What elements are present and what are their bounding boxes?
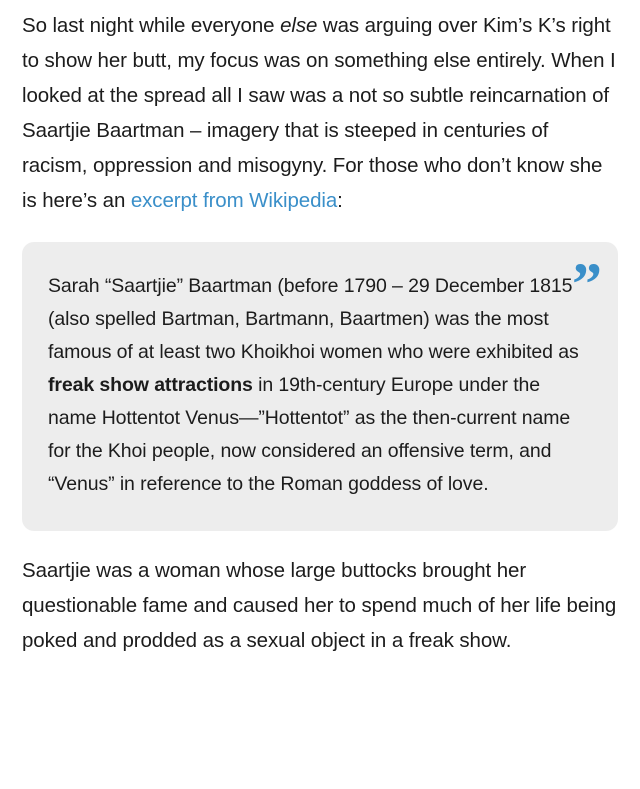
quote-bold-phrase: freak show attractions	[48, 374, 253, 396]
quotation-mark-icon: ”	[572, 251, 600, 317]
quote-text-part2: in 19th-century Europe under the name Hottentot Venus—”Hottentot” as the then-current name for the Khoi people, now considered an offensive term, and “Venus” in reference to the Roman goddess of love.	[48, 374, 571, 495]
intro-text-part3: :	[337, 189, 343, 212]
intro-text-part2: was arguing over Kim’s K’s right to show her butt, my focus was on something else entirely. When I looked at the spread all I saw was a not so subtle reincarnation of Saartjie Baartman – imagery that is steeped in centuries of racism, oppression and misogyny. For those who don’t know she is here’s an	[22, 14, 616, 212]
quote-text-part1: Sarah “Saartjie” Baartman (before 1790 – 29 December 1815 (also spelled Bartman, Bartmann, Baartmen) was the most famous of at least two Khoikhoi women who were exhibited as	[48, 275, 579, 363]
wikipedia-quote-block	[22, 242, 618, 531]
outro-paragraph: Saartjie was a woman whose large buttocks brought her questionable fame and caused her to spend much of her life being poked and prodded as a sexual object in a freak show.	[22, 559, 617, 652]
intro-emphasis: else	[280, 14, 318, 37]
wikipedia-excerpt-link[interactable]: excerpt from Wikipedia	[130, 189, 338, 212]
quote-paragraph	[48, 270, 592, 501]
intro-paragraph	[22, 0, 618, 218]
intro-text-part1: So last night while everyone	[22, 14, 281, 37]
